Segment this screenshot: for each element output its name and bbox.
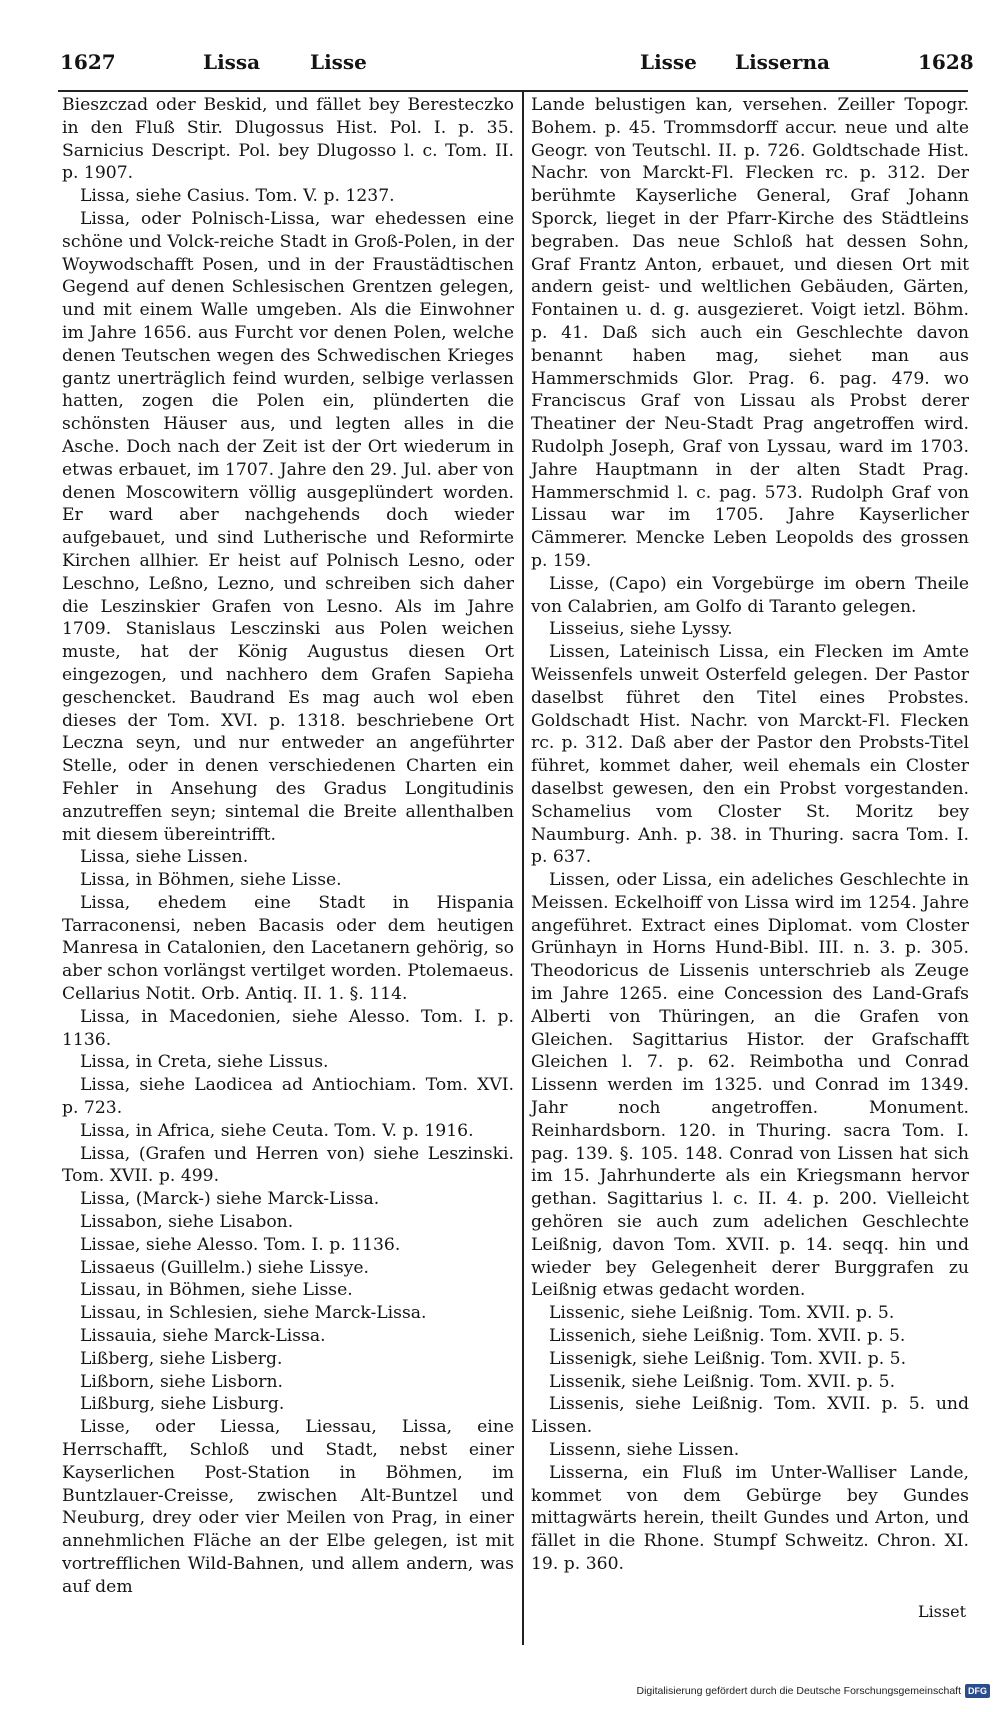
entry: Lissa, in Böhmen, siehe Lisse. [80, 870, 342, 891]
entry-continuation: Lande belustigen kan, versehen. Zeiller Topogr. Bohem. p. 45. Trommsdorff accur. neue und alte Geogr. von Teutschl. II. p. 726. Goldtschade Hist. Nachr. von Marckt-Fl. Flecken rc. p. 312. Der berühmte Kayserliche General, Graf Johann Sporck, lieget in der Pfarr-Kirche des Städtleins begraben. Das neue Schloß hat dessen Sohn, Graf Frantz Anton, erbauet, und diesen Ort mit andern geist- und weltlichen Gebäuden, Gärten, Fontainen u. d. g. ausgezieret. Voigt ietzl. Böhm. p. 41. Daß sich auch ein Geschlechte davon benannt haben mag, siehet man aus Hammerschmids Glor. Prag. 6. pag. 479. wo Franciscus Graf von Lissau als Probst derer Theatiner der Neu-Stadt Prag angetroffen wird. Rudolph Joseph, Graf von Lyssau, ward im 1703. Jahre Hauptmann in der alten Stadt Prag. Hammerschmid l. c. pag. 573. Rudolph Graf von Lissau war im 1705. Jahre Kayserlicher Cämmerer. Mencke Leben Leopolds des grossen p. 159. [531, 95, 969, 571]
digitization-credit [636, 1684, 990, 1698]
entry: Lißborn, siehe Lisborn. [80, 1371, 283, 1392]
catchword: Lisset [917, 1602, 966, 1621]
entry: Lißburg, siehe Lisburg. [80, 1394, 285, 1415]
entry: Lissa, (Grafen und Herren von) siehe Leszinski. Tom. XVII. p. 499. [62, 1143, 514, 1187]
running-head-right-2: Lisserna [735, 50, 830, 74]
entry: Lissenn, siehe Lissen. [549, 1440, 740, 1461]
entry: Lissa, in Africa, siehe Ceuta. Tom. V. p. 1916. [80, 1120, 474, 1141]
entry-lissa-polnisch: Lissa, oder Polnisch-Lissa, war ehedessen eine schöne und Volck-reiche Stadt in Groß-Polen, in der Woywodschafft Posen, und in der Fraustädtischen Gegend auf denen Schlesischen Grentzen gelegen, und mit einem Walle umgeben. Als die Einwohner im Jahre 1656. aus Furcht vor denen Polen, welche denen Teutschen wegen des Schwedischen Krieges gantz unerträglich feind wurden, selbige verlassen hatten, zogen die Polen ein, plünderten die schönsten Häuser aus, und legten alles in die Asche. Doch nach der Zeit ist der Ort wiederum in etwas erbauet, im 1707. Jahre den 29. Jul. aber von denen Moscowitern völlig ausgeplündert worden. Er ward aber nachgehends doch wieder aufgebauet, und sind Lutherische und Reformirte Kirchen allhier. Er heist auf Polnisch Lesno, oder Leschno, Leßno, Lezno, und schreiben sich daher die Leszinskier Grafen von Lesno. Als im Jahre 1709. Stanislaus Lesczinski aus Polen weichen muste, hat der König Augustus diesen Ort eingezogen, und nachhero dem Grafen Sapieha geschencket. Baudrand Es mag auch wol eben dieses der Tom. XVI. p. 1318. beschriebene Ort Leczna seyn, und nur entweder an angeführter Stelle, oder in denen verschiedenen Charten ein Fehler in Ansehung des Gradus Longitudinis anzutreffen seyn; sintemal die Breite allenthalben mit diesem übereintrifft. [62, 208, 514, 845]
entry: Lissa, (Marck-) siehe Marck-Lissa. [80, 1189, 380, 1210]
entry: Lissa, siehe Laodicea ad Antiochiam. Tom. XVI. p. 723. [62, 1075, 514, 1119]
running-head-left-1: Lissa [203, 50, 261, 74]
entry: Lissau, in Böhmen, siehe Lisse. [80, 1280, 353, 1301]
right-column [531, 94, 969, 1576]
entry: Lissau, in Schlesien, siehe Marck-Lissa. [80, 1303, 427, 1324]
entry: Lissauia, siehe Marck-Lissa. [80, 1326, 326, 1347]
entry-lisse: Lisse, oder Liessa, Liessau, Lissa, eine Herrschafft, Schloß und Stadt, nebst einer Kayserlichen Post-Station in Böhmen, im Buntzlauer-Creisse, zwischen Alt-Buntzel und Neuburg, drey oder vier Meilen von Prag, in einer annehmlichen Fläche an der Elbe gelegen, ist mit vortrefflichen Wild-Bahnen, und allem andern, was auf dem [62, 1417, 514, 1597]
entry: Lissae, siehe Alesso. Tom. I. p. 1136. [80, 1234, 401, 1255]
column-divider [522, 92, 524, 1645]
credit-text: Digitalisierung gefördert durch die Deutsche Forschungsgemeinschaft [636, 1685, 961, 1697]
entry: Lisse, (Capo) ein Vorgebürge im obern Theile von Calabrien, am Golfo di Taranto gelegen. [531, 573, 969, 617]
running-head-left-2: Lisse [310, 50, 367, 74]
page-number-left: 1627 [60, 50, 116, 74]
entry: Lisseius, siehe Lyssy. [549, 619, 733, 640]
entry-lissen-flecken: Lissen, Lateinisch Lissa, ein Flecken im Amte Weissenfels unweit Osterfeld gelegen. Der Pastor daselbst führet den Titel eines Probstes. Goldschadt Hist. Nachr. von Marckt-Fl. Flecken rc. p. 312. Daß aber der Pastor den Probsts-Titel führet, kommet daher, weil ehemals ein Closter daselbst gewesen, den ein Probst vorgestanden. Schamelius vom Closter St. Moritz bey Naumburg. Anh. p. 38. in Thuring. sacra Tom. I. p. 637. [531, 642, 969, 868]
entry: Lissenigk, siehe Leißnig. Tom. XVII. p. 5. [549, 1348, 907, 1369]
entry: Lissa, siehe Lissen. [80, 847, 249, 868]
entry-continuation: Bieszczad oder Beskid, und fället bey Beresteczko in den Fluß Stir. Dlugossus Hist. Pol. I. p. 35. Sarnicius Descript. Pol. bey Dlugosso l. c. Tom. II. p. 1907. [62, 95, 514, 184]
entry: Lissenik, siehe Leißnig. Tom. XVII. p. 5. [549, 1371, 896, 1392]
left-column [62, 94, 514, 1599]
entry-lisserna: Lisserna, ein Fluß im Unter-Walliser Lande, kommet von dem Gebürge bey Gundes mittagwärts herein, theilt Gundes und Arton, und fället in die Rhone. Stumpf Schweitz. Chron. XI. 19. p. 360. [531, 1462, 969, 1574]
page-number-right: 1628 [918, 50, 974, 74]
entry: Lissenic, siehe Leißnig. Tom. XVII. p. 5. [549, 1303, 895, 1324]
entry: Lissaeus (Guillelm.) siehe Lissye. [80, 1257, 370, 1278]
header-rule [58, 90, 968, 92]
entry: Lissenich, siehe Leißnig. Tom. XVII. p. 5. [549, 1326, 906, 1347]
entry: Lissa, in Macedonien, siehe Alesso. Tom. I. p. 1136. [62, 1006, 514, 1050]
entry: Lissa, siehe Casius. Tom. V. p. 1237. [80, 186, 395, 207]
entry: Lissenis, siehe Leißnig. Tom. XVII. p. 5. und Lissen. [531, 1394, 969, 1438]
entry-lissen-geschlecht: Lissen, oder Lissa, ein adeliches Geschlechte in Meissen. Eckelhoiff von Lissa wird im 1254. Jahre angeführet. Extract eines Diplomat. vom Closter Grünhayn in Horns Hund-Bibl. III. n. 3. p. 305. Theodoricus de Lissenis unterschrieb als Zeuge im Jahre 1265. eine Concession des Land-Grafs Alberti von Thüringen, an die Grafen von Gleichen. Sagittarius Histor. der Grafschafft Gleichen l. 7. p. 62. Reimbotha und Conrad Lissenn werden im 1325. und Conrad im 1349. Jahr noch angetroffen. Monument. Reinhardsborn. 120. in Thuring. sacra Tom. I. pag. 139. §. 105. 148. Conrad von Lissen hat sich im 15. Jahrhunderte als ein Kriegsmann hervor gethan. Sagittarius l. c. II. 4. p. 200. Vielleicht gehören sie auch zum adelichen Geschlechte Leißnig, davon Tom. XVII. p. 14. seqq. hin und wieder bey Gelegenheit derer Burggrafen zu Leißnig etwas gedacht worden. [531, 870, 969, 1301]
dfg-logo: DFG [965, 1684, 990, 1698]
entry: Lißberg, siehe Lisberg. [80, 1348, 283, 1369]
entry: Lissabon, siehe Lisabon. [80, 1212, 294, 1233]
running-head-right-1: Lisse [640, 50, 697, 74]
entry: Lissa, ehedem eine Stadt in Hispania Tarraconensi, neben Bacasis oder dem heutigen Manresa in Catalonien, den Lacetanern gehörig, so aber schon vorlängst vertilget worden. Ptolemaeus. Cellarius Notit. Orb. Antiq. II. 1. §. 114. [62, 892, 514, 1005]
entry: Lissa, in Creta, siehe Lissus. [80, 1052, 329, 1073]
